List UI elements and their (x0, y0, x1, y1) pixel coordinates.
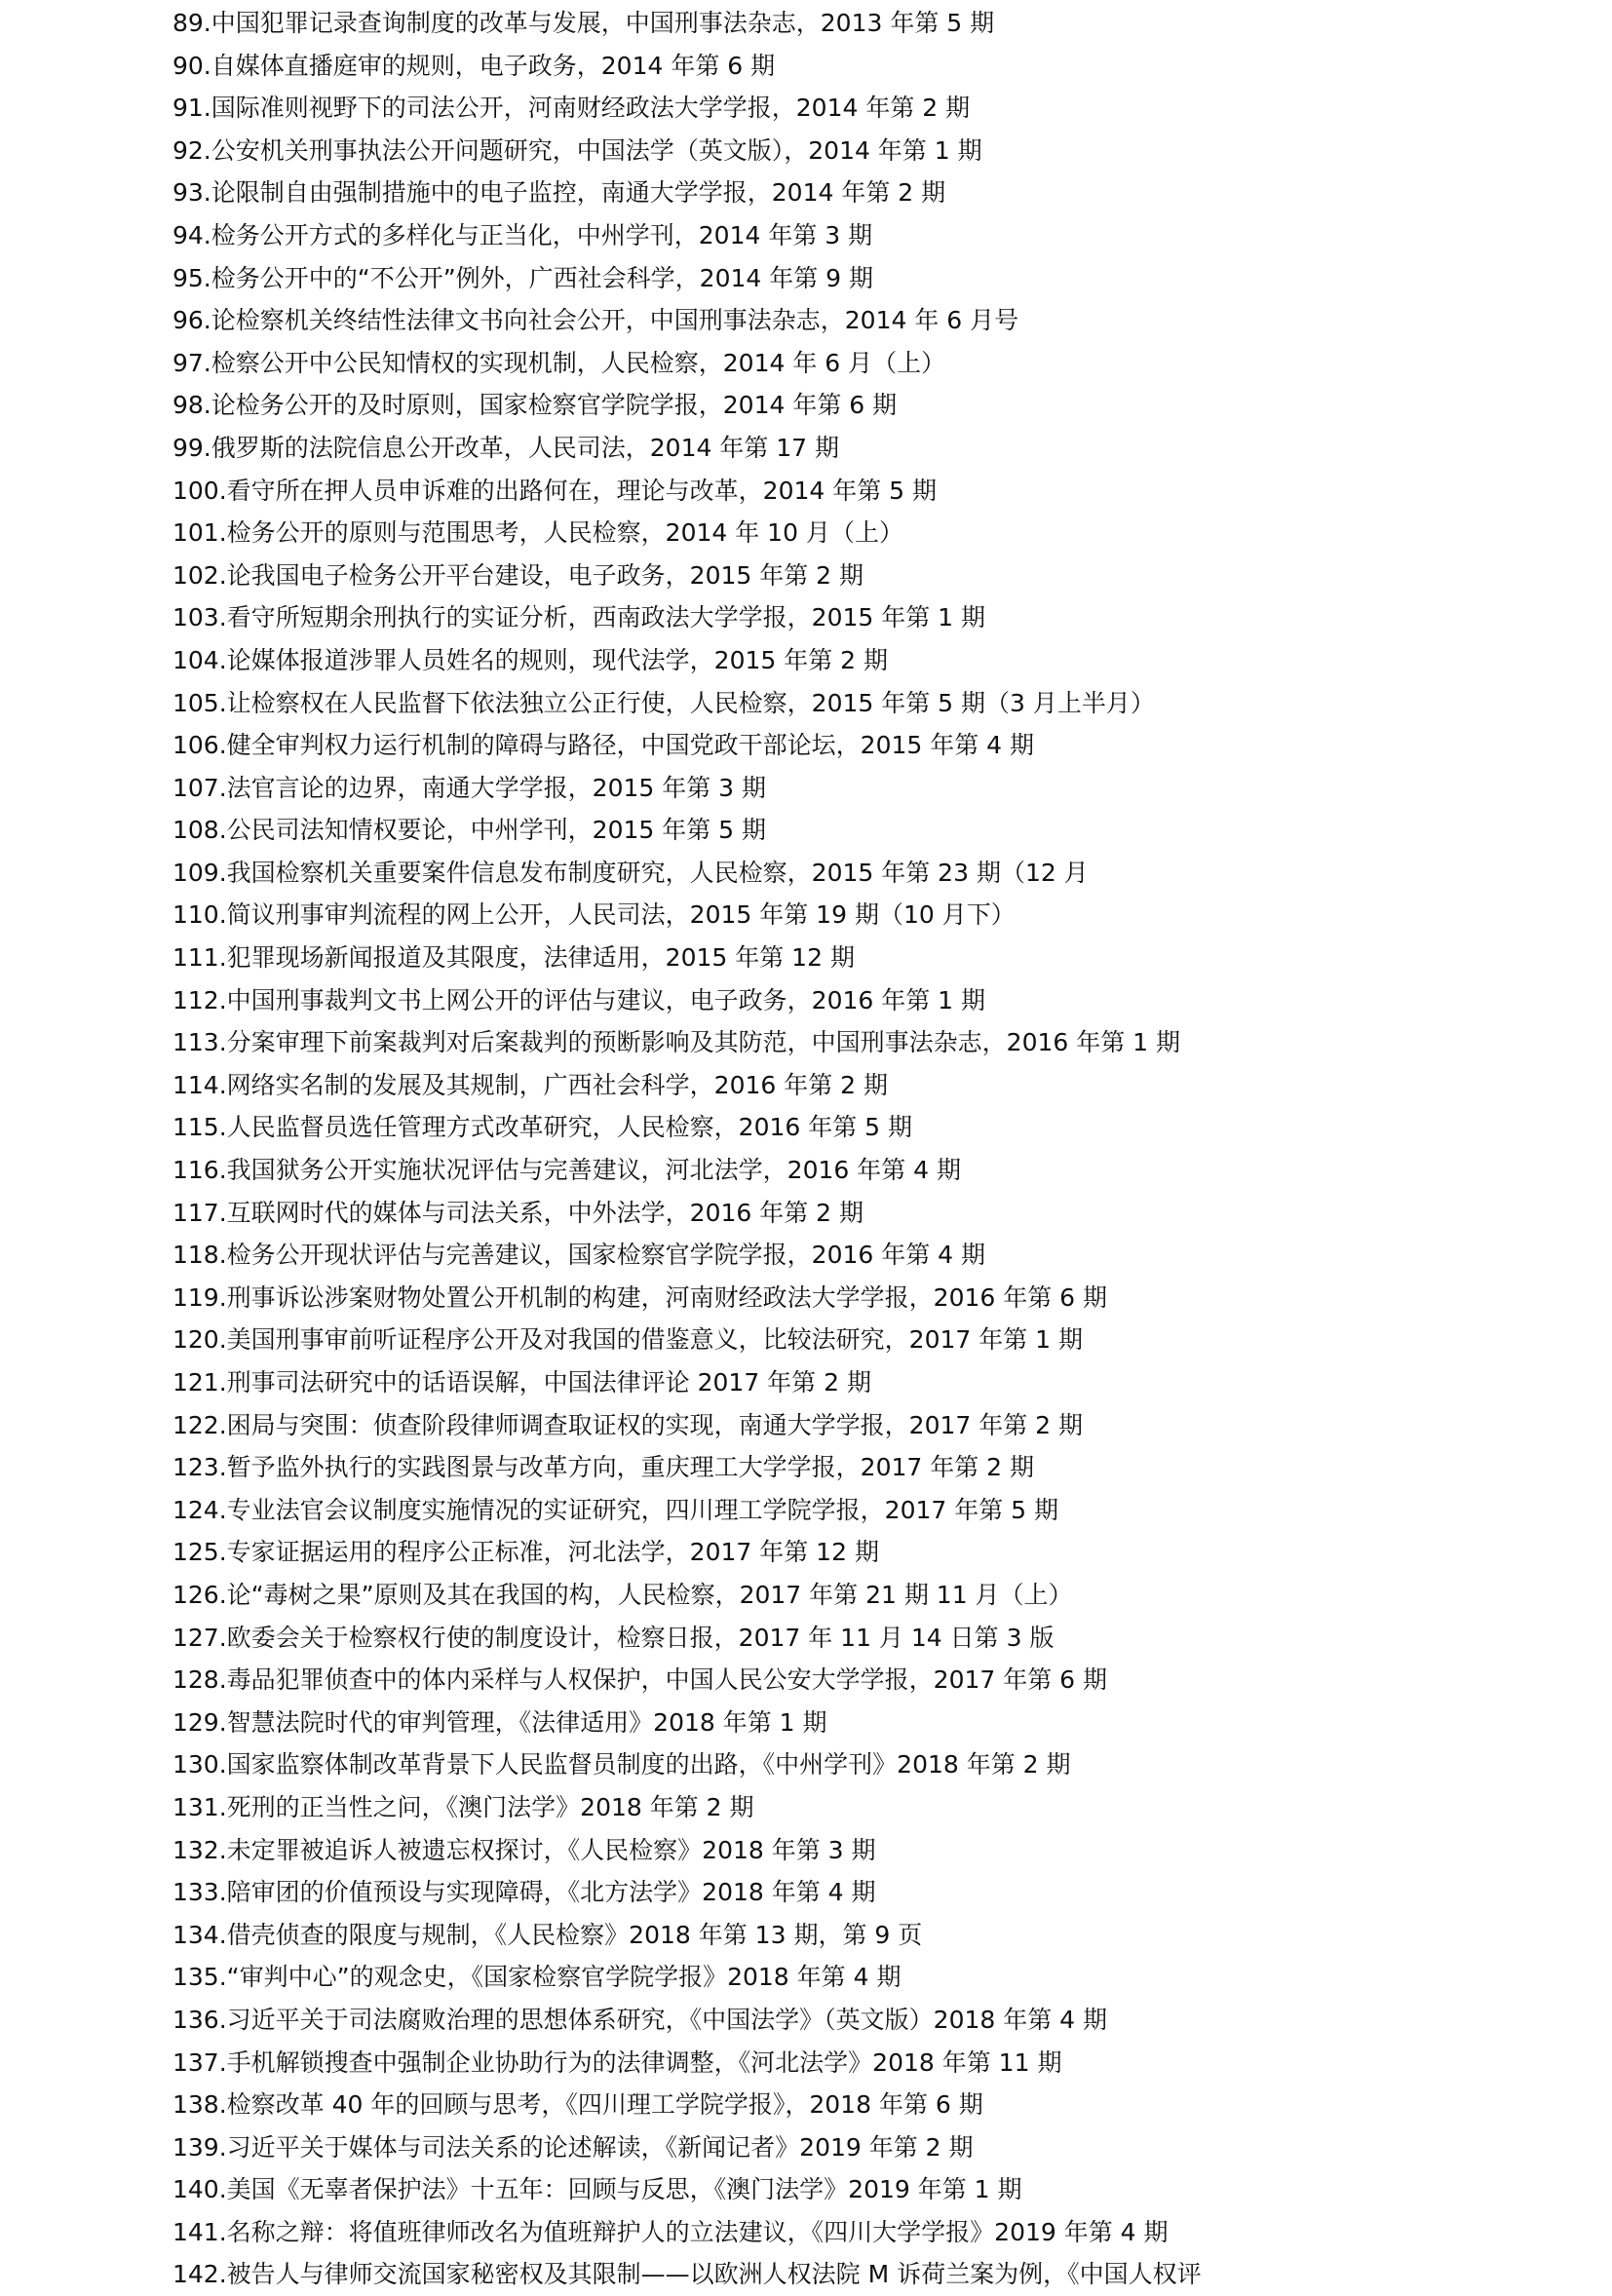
publication-entry: 123.暂予监外执行的实践图景与改革方向，重庆理工大学学报，2017 年第 2 期 (173, 1453, 1035, 1482)
publication-entry: 99.俄罗斯的法院信息公开改革，人民司法，2014 年第 17 期 (173, 433, 840, 462)
publication-entry: 133.陪审团的价值预设与实现障碍，《北方法学》2018 年第 4 期 (173, 1878, 876, 1907)
publication-entry: 106.健全审判权力运行机制的障碍与路径，中国党政干部论坛，2015 年第 4 期 (173, 731, 1035, 760)
publication-entry: 100.看守所在押人员申诉难的出路何在，理论与改革，2014 年第 5 期 (173, 476, 938, 505)
publication-entry: 128.毒品犯罪侦查中的体内采样与人权保护，中国人民公安大学学报，2017 年第 6 期 (173, 1665, 1108, 1695)
publication-entry: 110.简议刑事审判流程的网上公开，人民司法，2015 年第 19 期（10 月下） (173, 900, 1016, 930)
publication-entry: 131.死刑的正当性之问，《澳门法学》2018 年第 2 期 (173, 1792, 754, 1821)
publication-entry: 137.手机解锁搜查中强制企业协助行为的法律调整，《河北法学》2018 年第 11 期 (173, 2047, 1062, 2077)
publication-entry: 102.论我国电子检务公开平台建设，电子政务，2015 年第 2 期 (173, 560, 864, 590)
publication-entry: 96.论检察机关终结性法律文书向社会公开，中国刑事法杂志，2014 年 6 月号 (173, 306, 1019, 335)
publication-entry: 116.我国狱务公开实施状况评估与完善建议，河北法学，2016 年第 4 期 (173, 1156, 962, 1185)
publication-entry: 125.专家证据运用的程序公正标准，河北法学，2017 年第 12 期 (173, 1538, 879, 1567)
publication-entry: 98.论检务公开的及时原则，国家检察官学院学报，2014 年第 6 期 (173, 391, 898, 420)
publication-entry: 112.中国刑事裁判文书上网公开的评估与建议，电子政务，2016 年第 1 期 (173, 985, 986, 1014)
publication-entry: 90.自媒体直播庭审的规则，电子政务，2014 年第 6 期 (173, 51, 776, 80)
publication-entry: 91.国际准则视野下的司法公开，河南财经政法大学学报，2014 年第 2 期 (173, 94, 971, 123)
publication-entry: 97.检察公开中公民知情权的实现机制，人民检察，2014 年 6 月（上） (173, 348, 946, 377)
publication-entry: 105.让检察权在人民监督下依法独立公正行使，人民检察，2015 年第 5 期（3 月上半月） (173, 688, 1155, 717)
publication-entry: 124.专业法官会议制度实施情况的实证研究，四川理工学院学报，2017 年第 5 期 (173, 1495, 1059, 1524)
publication-entry: 141.名称之辩：将值班律师改名为值班辩护人的立法建议，《四川大学学报》2019 年第 4 期 (173, 2217, 1169, 2246)
publication-entry: 132.未定罪被追诉人被遗忘权探讨，《人民检察》2018 年第 3 期 (173, 1835, 876, 1864)
publication-entry: 142.被告人与律师交流国家秘密权及其限制——以欧洲人权法院 M 诉荷兰案为例，《中国人权评 (173, 2260, 1202, 2289)
publication-entry: 92.公安机关刑事执法公开问题研究，中国法学（英文版），2014 年第 1 期 (173, 135, 982, 165)
publication-entry: 108.公民司法知情权要论，中州学刊，2015 年第 5 期 (173, 816, 767, 845)
publication-entry: 120.美国刑事审前听证程序公开及对我国的借鉴意义，比较法研究，2017 年第 1 期 (173, 1325, 1084, 1355)
publication-entry: 134.借壳侦查的限度与规制，《人民检察》2018 年第 13 期，第 9 页 (173, 1920, 923, 1949)
publication-entry: 129.智慧法院时代的审判管理，《法律适用》2018 年第 1 期 (173, 1707, 827, 1737)
publication-entry: 121.刑事司法研究中的话语误解，中国法律评论 2017 年第 2 期 (173, 1368, 871, 1397)
publication-entry: 89.中国犯罪记录查询制度的改革与发展，中国刑事法杂志，2013 年第 5 期 (173, 9, 995, 37)
publication-entry: 126.论“毒树之果”原则及其在我国的构，人民检察，2017 年第 21 期 11 月（上） (173, 1580, 1073, 1609)
publication-entry: 94.检务公开方式的多样化与正当化，中州学刊，2014 年第 3 期 (173, 220, 873, 249)
publication-entry: 139.习近平关于媒体与司法关系的论述解读，《新闻记者》2019 年第 2 期 (173, 2132, 974, 2162)
publication-entry: 103.看守所短期余刑执行的实证分析，西南政法大学学报，2015 年第 1 期 (173, 603, 986, 632)
publication-entry: 119.刑事诉讼涉案财物处置公开机制的构建，河南财经政法大学学报，2016 年第 6 期 (173, 1282, 1108, 1312)
publication-entry: 114.网络实名制的发展及其规制，广西社会科学，2016 年第 2 期 (173, 1070, 889, 1099)
publication-entry: 130.国家监察体制改革背景下人民监督员制度的出路，《中州学刊》2018 年第 2 期 (173, 1750, 1071, 1779)
publication-list (173, 2, 1576, 2296)
publication-entry: 109.我国检察机关重要案件信息发布制度研究，人民检察，2015 年第 23 期（12 月 (173, 858, 1089, 887)
publication-entry: 138.检察改革 40 年的回顾与思考，《四川理工学院学报》，2018 年第 6 期 (173, 2090, 983, 2120)
publication-entry: 107.法官言论的边界，南通大学学报，2015 年第 3 期 (173, 773, 767, 802)
publication-entry: 113.分案审理下前案裁判对后案裁判的预断影响及其防范，中国刑事法杂志，2016 年第 1 期 (173, 1028, 1181, 1057)
publication-entry: 95.检务公开中的“不公开”例外，广西社会科学，2014 年第 9 期 (173, 263, 874, 292)
publication-entry: 101.检务公开的原则与范围思考，人民检察，2014 年 10 月（上） (173, 518, 903, 548)
publication-entry: 122.困局与突围：侦查阶段律师调查取证权的实现，南通大学学报，2017 年第 2 期 (173, 1410, 1084, 1439)
publication-entry: 115.人民监督员选任管理方式改革研究，人民检察，2016 年第 5 期 (173, 1113, 913, 1142)
publication-entry: 117.互联网时代的媒体与司法关系，中外法学，2016 年第 2 期 (173, 1198, 864, 1227)
publication-entry: 118.检务公开现状评估与完善建议，国家检察官学院学报，2016 年第 4 期 (173, 1241, 986, 1270)
publication-entry: 136.习近平关于司法腐败治理的思想体系研究，《中国法学》（英文版）2018 年第 4 期 (173, 2005, 1108, 2034)
publication-entry: 140.美国《无辜者保护法》十五年：回顾与反思，《澳门法学》2019 年第 1 期 (173, 2175, 1022, 2204)
publication-entry: 127.欧委会关于检察权行使的制度设计，检察日报，2017 年 11 月 14 日第 3 版 (173, 1623, 1055, 1652)
publication-entry: 104.论媒体报道涉罪人员姓名的规则，现代法学，2015 年第 2 期 (173, 645, 889, 674)
publication-entry: 111.犯罪现场新闻报道及其限度，法律适用，2015 年第 12 期 (173, 943, 855, 973)
publication-entry: 135.“审判中心”的观念史，《国家检察官学院学报》2018 年第 4 期 (173, 1963, 902, 1992)
publication-entry: 93.论限制自由强制措施中的电子监控，南通大学学报，2014 年第 2 期 (173, 178, 946, 208)
